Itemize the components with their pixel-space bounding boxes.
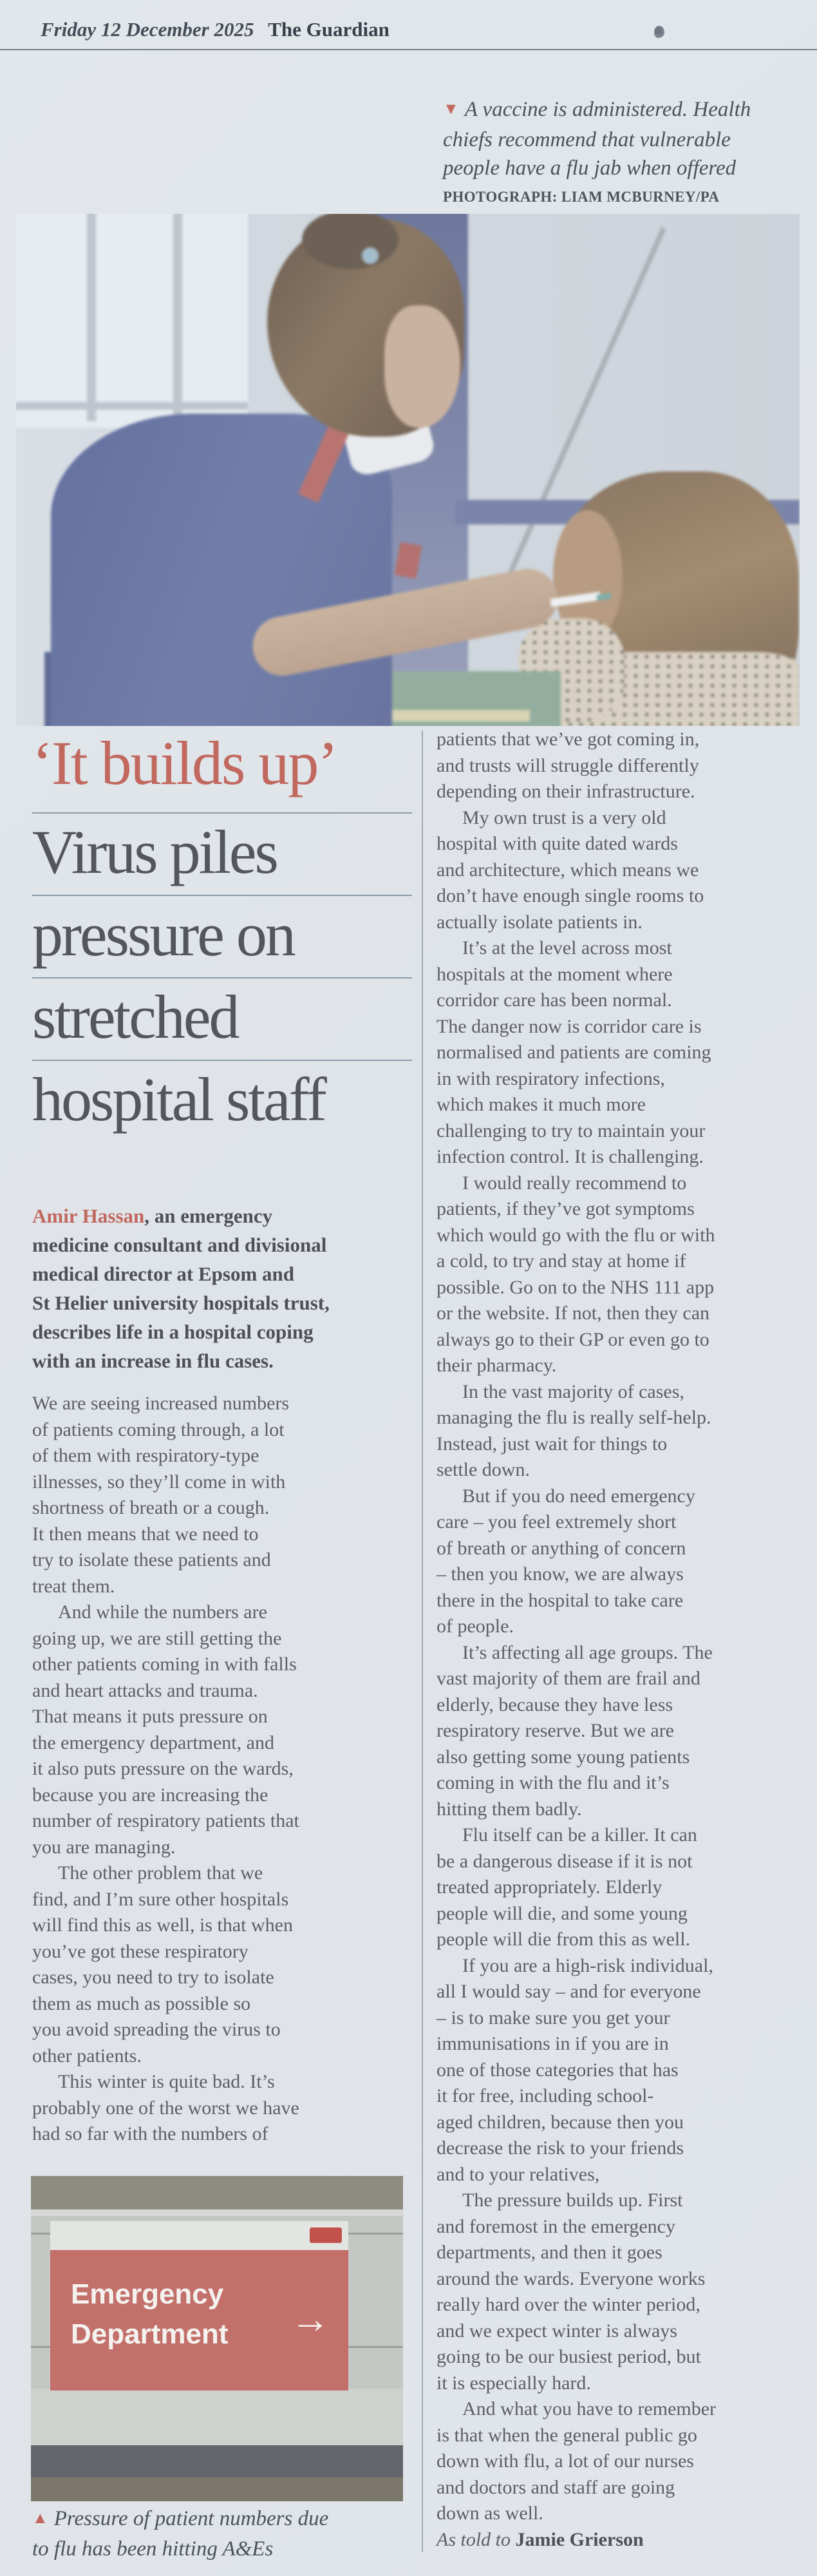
headline-line: pressure on — [32, 900, 294, 969]
paragraph: I would really recommend to patients, if they’ve got symptoms which would go with the flu or with a cold, to try and stay at home if possible. Go on to the NHS 111 app or the website. If not, then they can always go to their GP or even go to their pharmacy. — [437, 1172, 715, 1376]
paragraph: Flu itself can be a killer. It can be a dangerous disease if it is not treated appropriately. Elderly people will die, and some young people will die from this as well. — [437, 1824, 697, 1950]
left-column — [32, 727, 412, 2148]
paragraph: The pressure builds up. First and foremost in the emergency departments, and then it goes around the wards. Everyone works really hard over the winter period, and we expect winter is always going to be our busiest period, but it is especially hard. — [437, 2190, 706, 2394]
header-rule — [0, 49, 817, 50]
right-arrow-icon: → — [290, 2297, 330, 2342]
masthead-title: The Guardian — [268, 18, 390, 41]
headline-row — [32, 895, 412, 977]
paragraph: And while the numbers are going up, we are still getting the other patients coming in with falls and heart attacks and trauma. That means it puts pressure on the emergency department, and it also puts pressure on the wards, because you are increasing the number of respiratory patients that you are managing. — [32, 1601, 299, 1858]
paragraph: patients that we’ve got coming in, and trusts will struggle differently depending on their infrastructure. — [437, 729, 700, 802]
masthead-date: Friday 12 December 2025 — [41, 18, 254, 41]
photo-newsprint-fade — [16, 214, 800, 726]
headline-line: stretched — [32, 982, 238, 1051]
nhs-logo — [310, 2228, 342, 2243]
emergency-sign — [50, 2250, 348, 2390]
photo-wall-slab — [31, 2389, 403, 2445]
lead-photo-caption — [443, 95, 807, 205]
headline-row — [32, 812, 412, 895]
paragraph: It’s at the level across most hospitals at the moment where corridor care has been normal. The danger now is corridor care is normalised and patients are coming in with respiratory infections, which makes it much more challenging to try to maintain your infection control. It is challenging. — [437, 937, 711, 1167]
photo-light-band — [31, 2209, 403, 2216]
caption-line: chiefs recommend that vulnerable — [443, 128, 731, 151]
print-registration-dot — [654, 26, 664, 39]
down-triangle-icon: ▼ — [443, 100, 459, 118]
headline-quote: ‘It builds up’ — [32, 729, 337, 797]
paragraph: My own trust is a very old hospital with quite dated wards and architecture, which means we don’t have enough single rooms to actually isolate patients in. — [437, 806, 704, 933]
standfirst-name: Amir Hassan — [32, 1205, 145, 1227]
caption-line: people have a flu jab when offered — [443, 157, 737, 180]
caption-line — [443, 95, 807, 126]
inline-photo — [31, 2176, 403, 2501]
signoff — [437, 2527, 801, 2553]
caption-text: Pressure of patient numbers due — [53, 2507, 329, 2530]
photo-top-band — [31, 2176, 403, 2209]
caption-line — [32, 2504, 411, 2535]
right-column — [437, 727, 801, 2553]
signoff-italic: As told to — [437, 2528, 516, 2550]
up-triangle-icon: ▲ — [32, 2510, 48, 2527]
headline-line: hospital staff — [32, 1065, 325, 1134]
headline-row — [32, 1060, 412, 1166]
paragraph: But if you do need emergency care – you feel extremely short of breath or anything of concern – then you know, we are always there in the hospital to take care of people. — [437, 1485, 695, 1637]
standfirst — [32, 1201, 412, 1375]
standfirst-rest-lines: medicine consultant and divisional medical director at Epsom and St Helier university hospitals trust, describes life in a hospital coping with an increase in flu cases. — [32, 1234, 330, 1372]
photo-ground — [31, 2477, 403, 2501]
left-column-body — [32, 1391, 412, 2148]
photo-dark-band — [31, 2445, 403, 2477]
caption-text: A vaccine is administered. Health — [464, 98, 751, 121]
paragraph: And what you have to remember is that when the general public go down with flu, a lot of our nurses and doctors and staff are going down as well. — [437, 2398, 717, 2524]
paragraph: If you are a high-risk individual, all I would say – and for everyone – is to make sure you get your immunisations in if you are in one of those categories that has it for free, including school- aged children, because then you decrease the risk to your friends and to your relatives, — [437, 1954, 713, 2185]
photo-credit: PHOTOGRAPH: LIAM MCBURNEY/PA — [443, 189, 720, 205]
signoff-author: Jamie Grierson — [515, 2528, 644, 2550]
inline-photo-caption — [32, 2504, 411, 2563]
paragraph: In the vast majority of cases, managing the flu is really self-help. Instead, just wait for things to settle down. — [437, 1380, 711, 1480]
headline-line: Virus piles — [32, 817, 277, 886]
masthead — [41, 18, 390, 41]
paragraph: The other problem that we find, and I’m sure other hospitals will find this as well, is that when you’ve got these respiratory cases, you need to try to isolate them as much as possible so you avoid spreading the virus to other patients. — [32, 1862, 293, 2066]
paragraph: We are seeing increased numbers of patients coming through, a lot of them with respiratory-type illnesses, so they’ll come in with shortness of breath or a cough. It then means that we need to try to isolate these patients and treat them. — [32, 1393, 290, 1597]
lead-photo — [16, 214, 800, 726]
headline-row — [32, 977, 412, 1060]
standfirst-first-line — [32, 1201, 412, 1230]
paragraph: This winter is quite bad. It’s probably one of the worst we have had so far with the numbers of — [32, 2071, 299, 2144]
emergency-sign-text: Emergency Department — [71, 2278, 229, 2350]
caption-line: to flu has been hitting A&Es — [32, 2537, 274, 2561]
standfirst-first-line-rest: , an emergency — [144, 1205, 273, 1227]
sign-top-strip — [50, 2221, 348, 2250]
right-column-body — [437, 727, 801, 2527]
paragraph: It’s affecting all age groups. The vast majority of them are frail and elderly, because they have less respiratory reserve. But we are also getting some young patients coming in with the flu and it’s hitting them badly. — [437, 1641, 713, 1820]
column-divider — [422, 730, 423, 2552]
